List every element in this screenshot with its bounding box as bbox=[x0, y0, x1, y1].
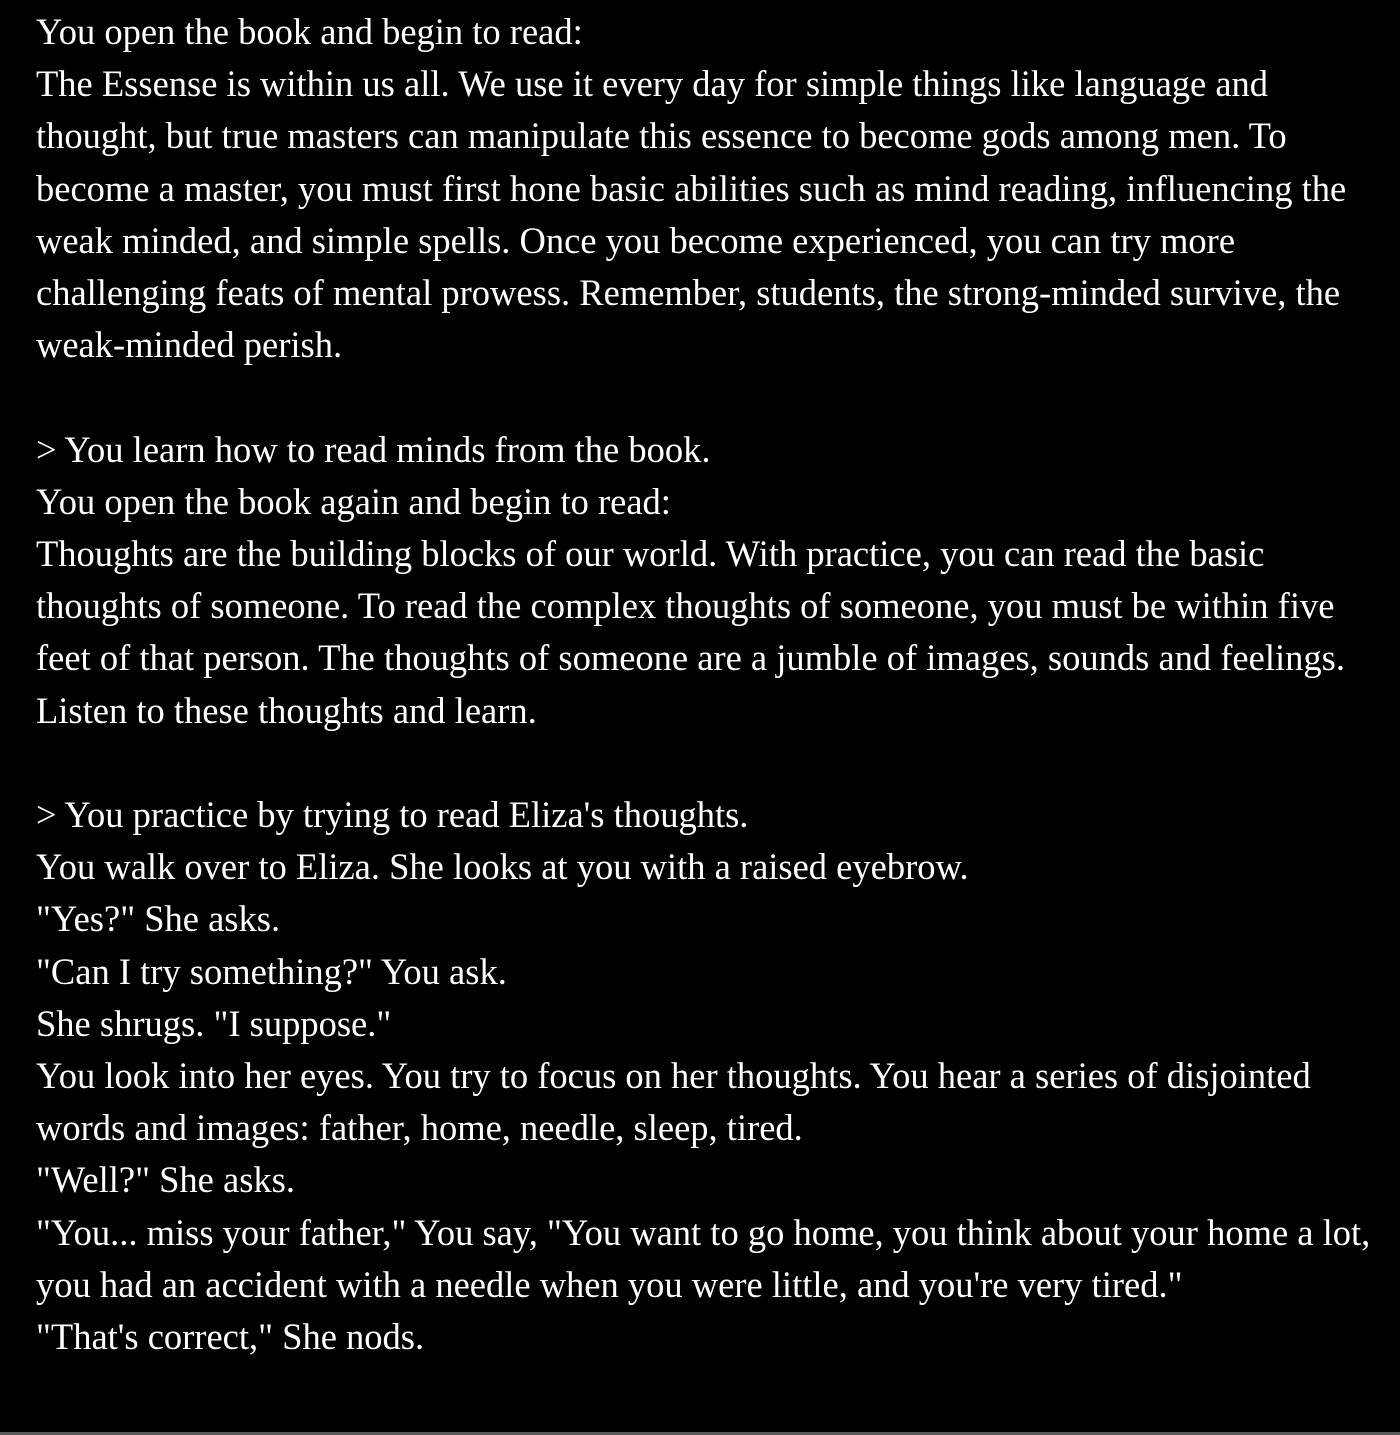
story-text: "Can I try something?" You ask. bbox=[36, 950, 507, 992]
story-text: "Well?" She asks. bbox=[36, 1159, 295, 1201]
book-passage: Thoughts are the building blocks of our world. With practice, you can read the basic thoughts of someone. To read the complex thoughts of someone, you must be within five feet of that person. The thoughts of someone are a jumble of images, sounds and feelings. Listen to these thoughts and learn. bbox=[36, 533, 1345, 731]
story-text: You open the book again and begin to read: bbox=[36, 480, 671, 522]
story-text: You open the book and begin to read: bbox=[36, 11, 583, 52]
spacer bbox=[36, 737, 1381, 789]
story-text: "That's correct," She nods. bbox=[36, 1316, 425, 1358]
story-text: You walk over to Eliza. She looks at you with a raised eyebrow. bbox=[36, 846, 969, 888]
player-action: > You practice by trying to read Eliza's thoughts. bbox=[36, 794, 749, 836]
player-action: > You learn how to read minds from the book. bbox=[36, 428, 711, 470]
story-text: "Yes?" She asks. bbox=[36, 898, 281, 940]
story-output bbox=[36, 6, 1381, 1363]
story-text: She shrugs. "I suppose." bbox=[36, 1002, 392, 1044]
story-text: You look into her eyes. You try to focus on her thoughts. You hear a series of disjointed words and images: father, home, needle, sleep, tired. bbox=[36, 1055, 1311, 1149]
story-text: "You... miss your father," You say, "You want to go home, you think about your home a lot, you had an accident with a needle when you were little, and you're very tired." bbox=[36, 1211, 1371, 1305]
book-passage: The Essense is within us all. We use it every day for simple things like language and thought, but true masters can manipulate this essence to become gods among men. To become a master, you must first hone basic abilities such as mind reading, influencing the weak minded, and simple spells. Once you become experienced, you can try more challenging feats of mental prowess. Remember, students, the strong-minded survive, the weak-minded perish. bbox=[36, 63, 1347, 366]
spacer bbox=[36, 371, 1381, 423]
